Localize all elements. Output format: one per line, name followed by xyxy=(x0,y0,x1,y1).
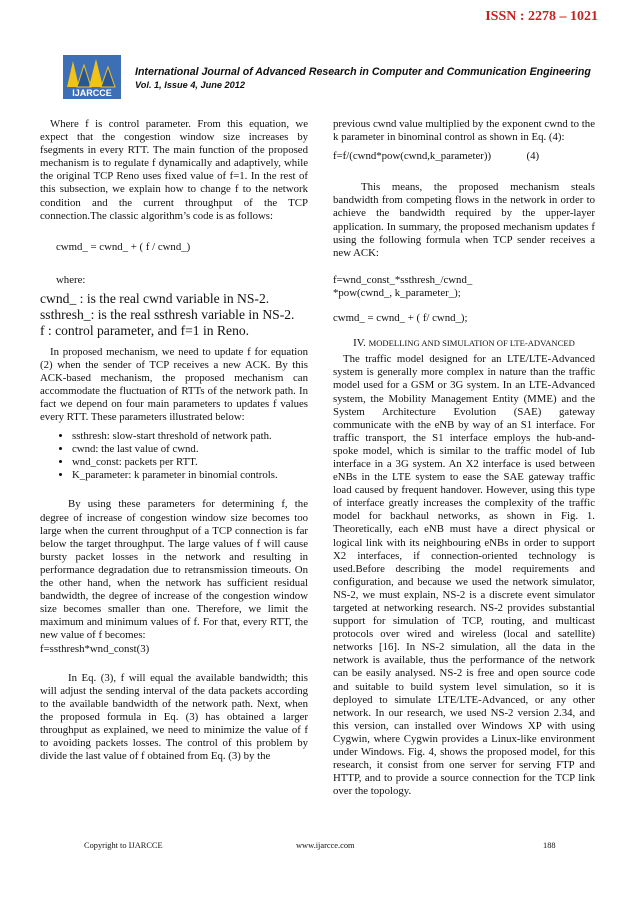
journal-header xyxy=(135,66,605,92)
list-item: • wnd_const: packets per RTT. xyxy=(72,456,308,469)
section-number: IV. xyxy=(353,337,366,350)
where-label: where: xyxy=(56,273,86,286)
section-heading xyxy=(333,337,595,350)
definition-f: f : control parameter, and f=1 in Reno. xyxy=(40,323,250,339)
equation-4-number: (4) xyxy=(526,150,540,163)
logo-text: IJARCCE xyxy=(72,88,112,98)
definition-ssthresh: ssthresh_: is the real ssthresh variable in NS-2. xyxy=(40,307,295,323)
equation-3: f=ssthresh*wnd_const(3) xyxy=(40,642,150,655)
paragraph: By using these parameters for determining f, the degree of increase of congestion window size becomes too large when the current throughput of a TCP connection is far below the target throughput. The large values of f will cause bursty packet losses in the network and resulting in performance degradation due to retransmission timeouts. On the other hand, when the network has sufficient residual bandwidth, the degree of increase of the congestion window size becomes smaller than one. Therefore, we limit the maximum and minimum values of f. For that, every RTT, the new value of f becomes: xyxy=(40,498,308,642)
paragraph: Where f is control parameter. From this equation, we expect that the congestion window size increases by fsegments in every RTT. The main function of the proposed mechanism is to regulate f dynamically and adaptively, while the original TCP Reno uses fixed value of f=1. In the rest of this subsection, we explain how to change f to the network condition and the current throughput of the TCP connection.The classic algorithm’s code is as follows: xyxy=(40,118,308,222)
footer-copyright: Copyright to IJARCCE xyxy=(84,841,163,850)
journal-volume: Vol. 1, Issue 4, June 2012 xyxy=(135,80,245,90)
code-line: cwmd_ = cwnd_ + ( f/ cwnd_); xyxy=(333,312,468,325)
footer-page-number: 188 xyxy=(543,841,556,850)
section-title: MODELLING AND SIMULATION OF LTE-ADVANCED xyxy=(368,338,575,349)
list-item: • K_parameter: k parameter in binomial controls. xyxy=(72,469,308,482)
paragraph: previous cwnd value multiplied by the exponent cwnd to the k parameter in binominal control as shown in Eq. (4): xyxy=(333,118,595,144)
list-item: • cwnd: the last value of cwnd. xyxy=(72,443,308,456)
journal-title: International Journal of Advanced Research in Computer and Communication Engineering xyxy=(135,66,591,78)
code-line: *pow(cwnd_, k_parameter_); xyxy=(333,286,461,299)
footer-website: www.ijarcce.com xyxy=(296,841,355,850)
parameter-list xyxy=(40,430,308,482)
paragraph: The traffic model designed for an LTE/LTE-Advanced system is generally more complex in nature than the traffic model used for a GSM or 3G system. In an LTE-Advanced system, the Mobility Management Entity (MME) and the System Architecture Evolution (SAE) gateway communicate with the eNB by way of an S1 interface. For traffic transport, the S1 interface employs the hub-and-spoke model, which is similar to the traffic model of Iub interface in a 3G system. An X2 interface is used between eNBs in the LTE system to ease the SAE gateway traffic load caused by frequent handover. However, using this type of interface greatly increases the complexity of the traffic model for backhaul networks, as shown in Fig. 1. Theoretically, each eNB must have a direct physical or logical link with its neighbouring eNBs in order to support X2 interfaces, if connection-oriented technology is used.Before describing the model requirements and configuration, and because we used the network simulator, NS-2, we must explain, NS-2 is a discrete event simulator targeted at networking research. NS-2 provides substantial support for simulation of TCP, routing, and multicast protocols over wired and wireless (local and satellite) networks [16]. In NS-2 simulation, all the data in the network is available, thus the performance of the network can be easily analysed. NS-2 is free and open source code and suitable to build system level simulation, so it is deployed to simulate LTE/LTE-Advanced, or any other network. In our research, we used NS-2 version 2.34, and this version, can installed over Windows XP with using Cygwin, where Cygwin provides a Linux-like environment under Windows. Fig. 4, shows the proposed model, for this research, it consist from one server for serving FTP and HTTP, and to provide a source connection for the TCP link over the topology. xyxy=(333,353,595,798)
right-column xyxy=(333,118,595,798)
left-column xyxy=(40,118,308,763)
code-line: f=wnd_const_*ssthresh_/cwnd_ xyxy=(333,273,473,286)
code-line: cwmd_ = cwnd_ + ( f / cwnd_) xyxy=(56,240,191,253)
journal-logo xyxy=(63,55,121,99)
issn-label: ISSN : 2278 – 1021 xyxy=(485,9,598,24)
paragraph: In proposed mechanism, we need to update f for equation (2) when the sender of TCP receives a new ACK. By this ACK-based mechanism, the proposed mechanism can accommodate the fluctuation of RTTs of the network path. In fact we depend on four main parameters to updates f values every RTT. These parameters illustrated below: xyxy=(40,345,308,424)
list-item: • ssthresh: slow-start threshold of network path. xyxy=(72,430,308,443)
paragraph: This means, the proposed mechanism steals bandwidth from competing flows in the network in order to achieve the bandwidth required by the upper-layer application. In summary, the proposed mechanism updates f using the following formula when TCP sender receives a new ACK: xyxy=(333,181,595,259)
definition-cwnd: cwnd_ : is the real cwnd variable in NS-2. xyxy=(40,290,270,306)
paragraph: In Eq. (3), f will equal the available bandwidth; this will adjust the sending interval of the data packets according to the available bandwidth of the network path. Next, when the proposed formula in Eq. (3) has obtained a larger throughput as explained, we need to minimize the value of f to avoiding packets losses. The control of this problem by divide the last value of f obtained from Eq. (3) by the xyxy=(40,671,308,763)
equation-4-body: f=f/(cwnd*pow(cwnd,k_parameter)) xyxy=(333,150,492,163)
equation-4 xyxy=(333,150,595,163)
